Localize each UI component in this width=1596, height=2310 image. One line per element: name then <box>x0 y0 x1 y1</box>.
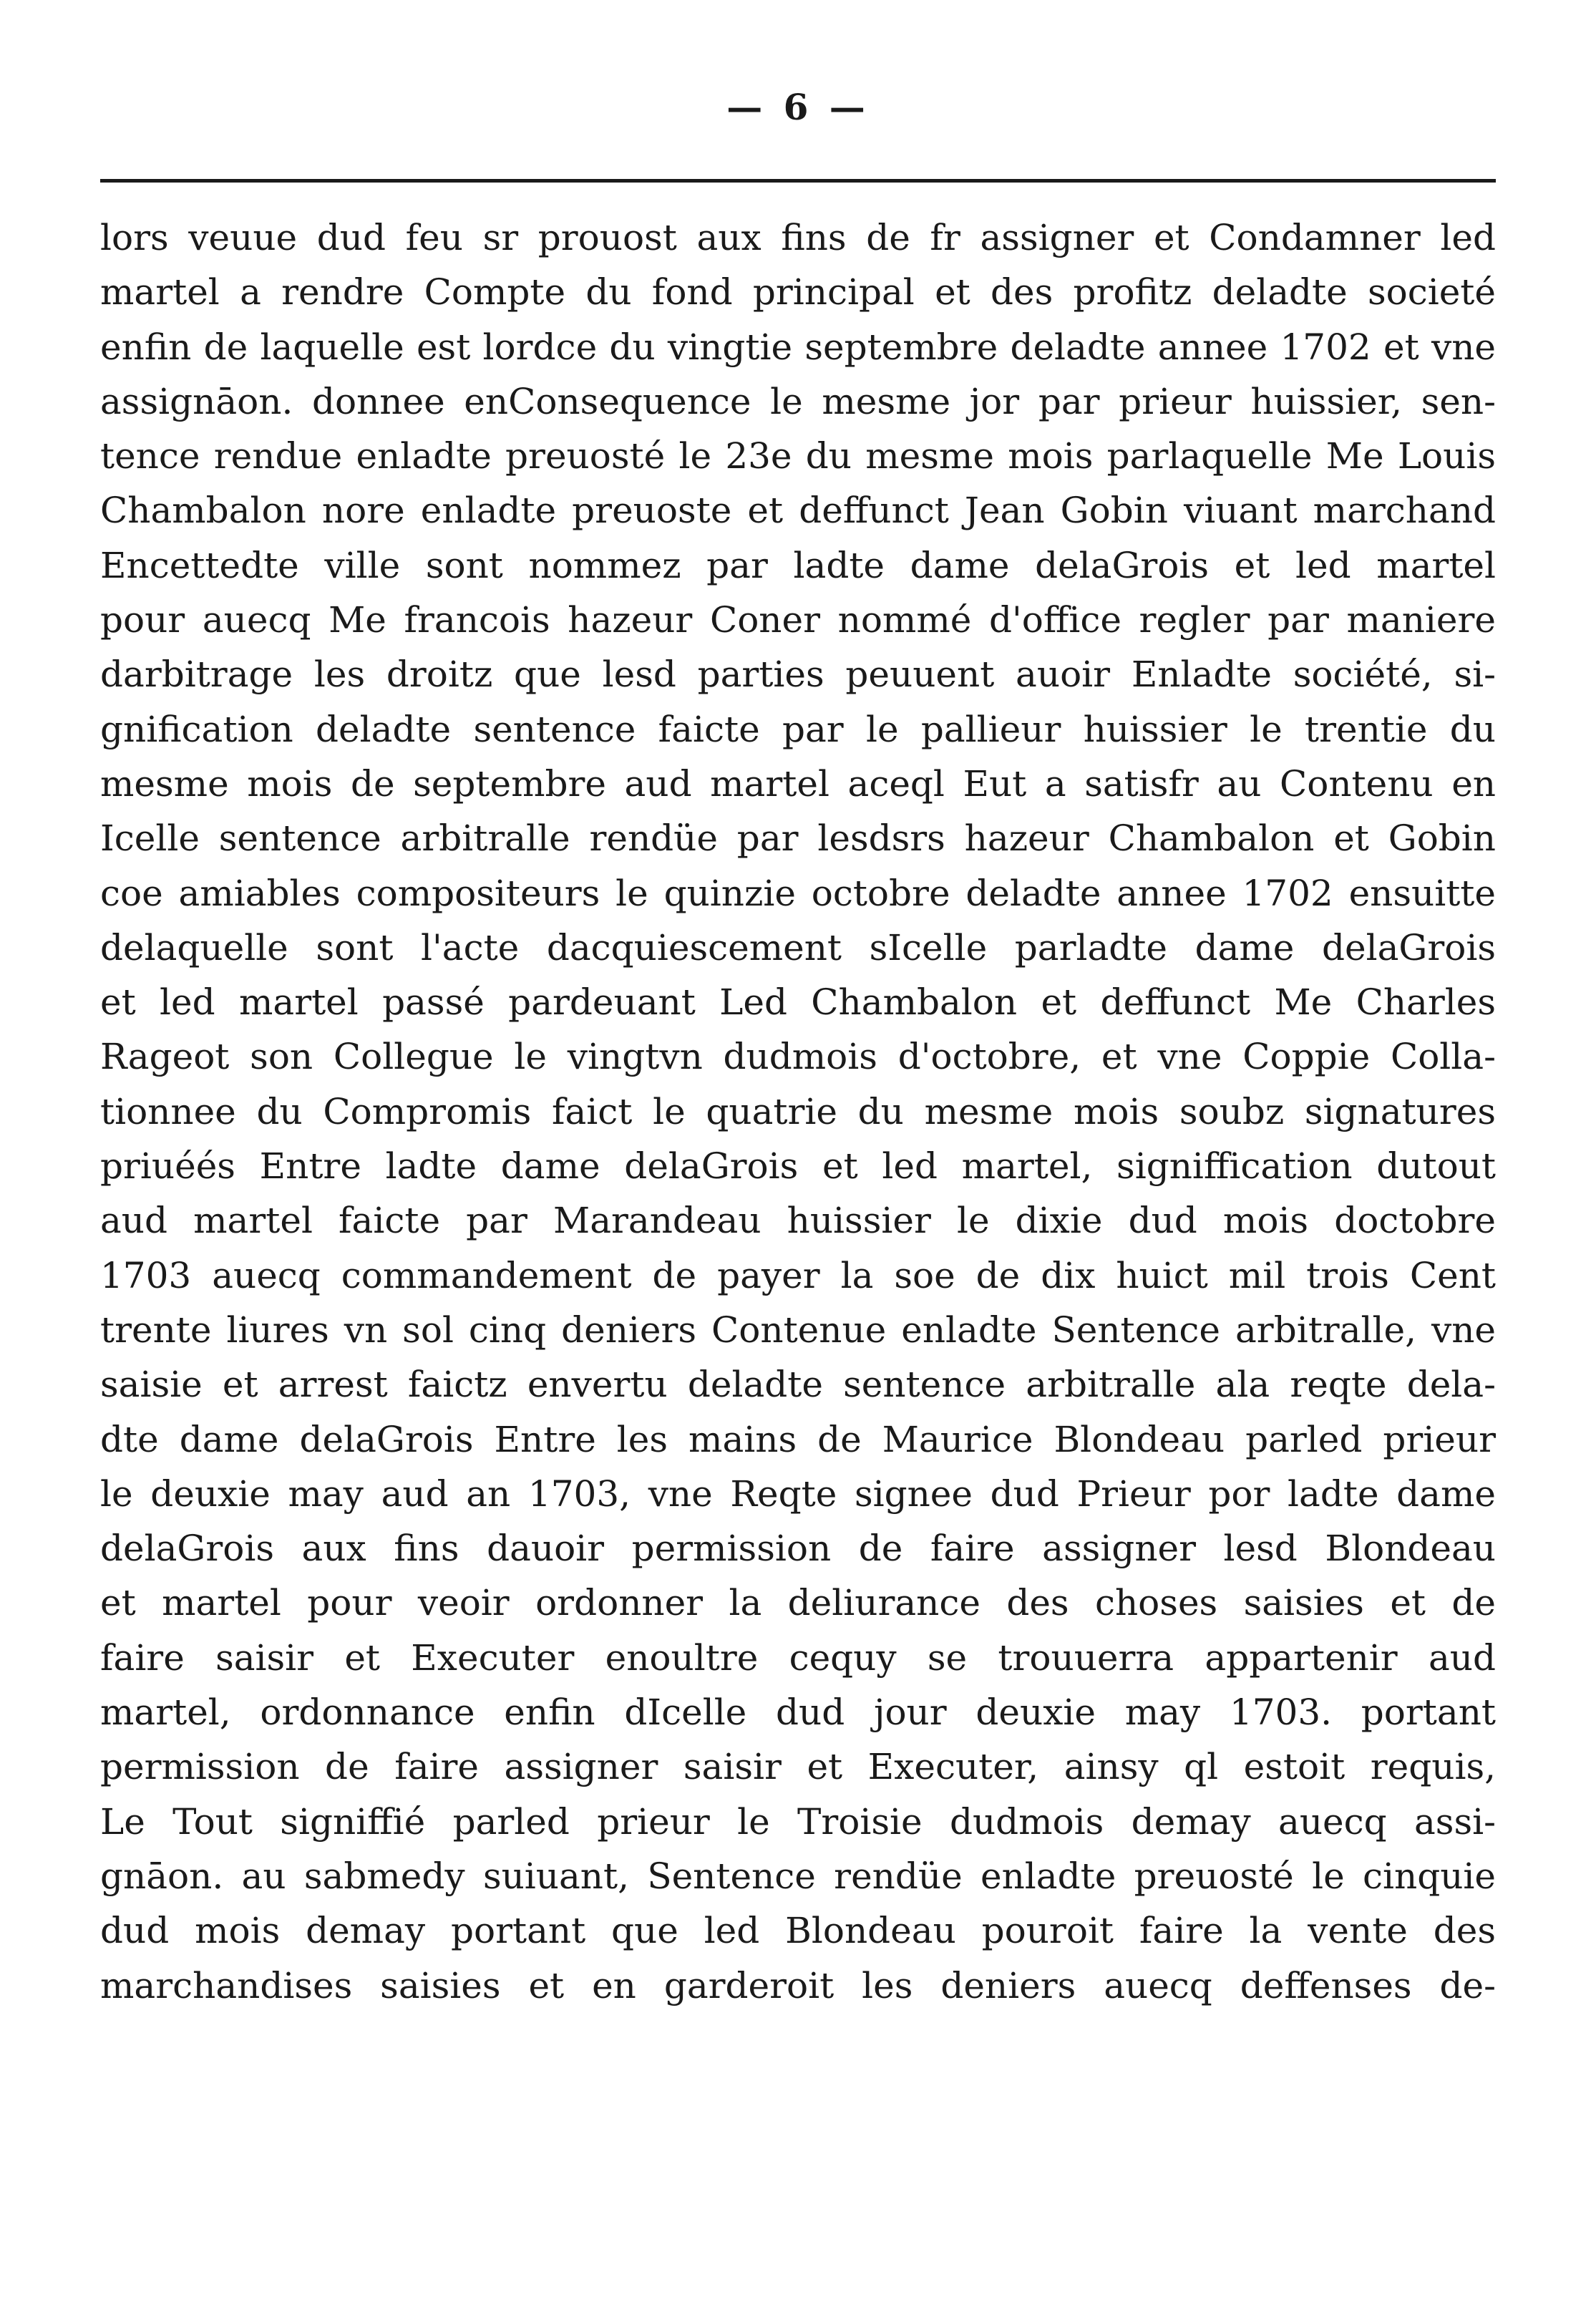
text-line: faire saisir et Executer enoultre cequy se trouuerra appartenir aud <box>100 1636 1496 1679</box>
text-line: dte dame delaGrois Entre les mains de Maurice Blondeau parled prieur <box>100 1418 1496 1460</box>
text-line: et martel pour veoir ordonner la deliurance des choses saisies et de <box>100 1582 1496 1624</box>
text-line: martel, ordonnance enfin dIcelle dud jour deuxie may 1703. portant <box>100 1692 1496 1734</box>
text-line: marchandises saisies et en garderoit les deniers auecq deffenses de- <box>100 1964 1496 2006</box>
text-line: Rageot son Collegue le vingtvn dudmois d'octobre, et vne Coppie Colla- <box>100 1036 1496 1078</box>
header-rule <box>100 179 1496 183</box>
text-line: Le Tout signiffié parled prieur le Troisie dudmois demay auecq assi- <box>100 1800 1496 1843</box>
text-line: 1703 auecq commandement de payer la soe de dix huict mil trois Cent <box>100 1254 1496 1296</box>
text-line: le deuxie may aud an 1703, vne Reqte signee dud Prieur por ladte dame <box>100 1472 1496 1515</box>
text-line: aud martel faicte par Marandeau huissier le dixie dud mois doctobre <box>100 1200 1496 1242</box>
text-line: et led martel passé pardeuant Led Chambalon et deffunct Me Charles <box>100 981 1496 1024</box>
page-number: — 6 — <box>726 86 870 128</box>
text-line: priuéés Entre ladte dame delaGrois et led martel, signiffication dutout <box>100 1145 1496 1188</box>
text-line: enfin de laquelle est lordce du vingtie septembre deladte annee 1702 et vne <box>100 326 1496 368</box>
text-line: Encettedte ville sont nommez par ladte dame delaGrois et led martel <box>100 544 1496 586</box>
text-line: delaGrois aux fins dauoir permission de faire assigner lesd Blondeau <box>100 1528 1496 1570</box>
text-line: tionnee du Compromis faict le quatrie du mesme mois soubz signatures <box>100 1090 1496 1132</box>
text-line: Chambalon nore enladte preuoste et deffunct Jean Gobin viuant marchand <box>100 490 1496 532</box>
text-line: pour auecq Me francois hazeur Coner nommé d'office regler par maniere <box>100 599 1496 641</box>
text-line: trente liures vn sol cinq deniers Contenue enladte Sentence arbitralle, vne <box>100 1309 1496 1351</box>
text-line: Icelle sentence arbitralle rendüe par lesdsrs hazeur Chambalon et Gobin <box>100 817 1496 860</box>
text-line: tence rendue enladte preuosté le 23e du mesme mois parlaquelle Me Louis <box>100 435 1496 477</box>
body-text <box>100 210 1496 2013</box>
text-line: dud mois demay portant que led Blondeau pouroit faire la vente des <box>100 1910 1496 1952</box>
text-line: martel a rendre Compte du fond principal et des profitz deladte societé <box>100 271 1496 314</box>
text-line: mesme mois de septembre aud martel aceql Eut a satisfr au Contenu en <box>100 762 1496 805</box>
text-line: permission de faire assigner saisir et Executer, ainsy ql estoit requis, <box>100 1746 1496 1788</box>
text-line: gnāon. au sabmedy suiuant, Sentence rendüe enladte preuosté le cinquie <box>100 1855 1496 1897</box>
text-line: darbitrage les droitz que lesd parties peuuent auoir Enladte société, si- <box>100 654 1496 696</box>
text-line: lors veuue dud feu sr prouost aux fins de fr assigner et Condamner led <box>100 217 1496 258</box>
text-line: gnification deladte sentence faicte par le pallieur huissier le trentie du <box>100 708 1496 750</box>
text-line: saisie et arrest faictz envertu deladte sentence arbitralle ala reqte dela- <box>100 1364 1496 1406</box>
text-line: coe amiables compositeurs le quinzie octobre deladte annee 1702 ensuitte <box>100 872 1496 914</box>
text-line: assignāon. donnee enConsequence le mesme jor par prieur huissier, sen- <box>100 380 1496 422</box>
text-line: delaquelle sont l'acte dacquiescement sIcelle parladte dame delaGrois <box>100 926 1496 969</box>
